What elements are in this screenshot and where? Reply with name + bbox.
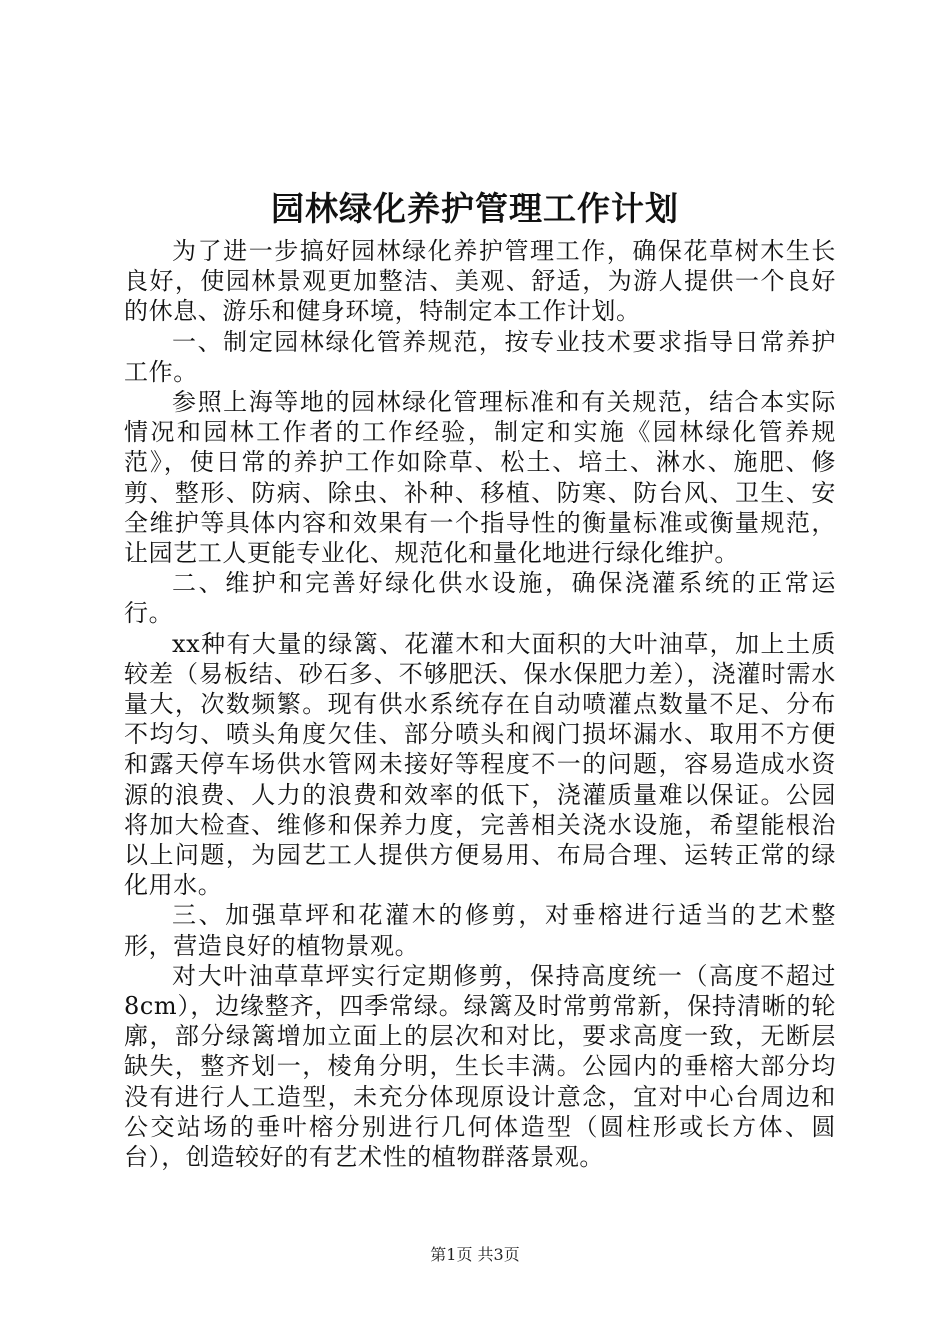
paragraph-intro: 为了进一步搞好园林绿化养护管理工作，确保花草树木生长良好，使园林景观更加整洁、美观、舒适，为游人提供一个良好的休息、游乐和健身环境，特制定本工作计划。: [124, 237, 836, 326]
section-heading-3: 三、加强草坪和花灌木的修剪，对垂榕进行适当的艺术整形，营造良好的植物景观。: [124, 901, 836, 960]
document-title: 园林绿化养护管理工作计划: [271, 189, 679, 228]
paragraph-section-2: xx种有大量的绿篱、花灌木和大面积的大叶油草，加上土质较差（易板结、砂石多、不够肥沃、保水保肥力差），浇灌时需水量大，次数频繁。现有供水系统存在自动喷灌点数量不足、分布不均匀、喷头角度欠佳、部分喷头和阀门损坏漏水、取用不方便和露天停车场供水管网未接好等程度不一的问题，容易造成水资源的浪费、人力的浪费和效率的低下，浇灌质量难以保证。公园将加大检查、维修和保养力度，完善相关浇水设施，希望能根治以上问题，为园艺工人提供方便易用、布局合理、运转正常的绿化用水。: [124, 629, 836, 900]
page-number-footer: 第1页 共3页: [430, 1245, 520, 1264]
document-body: [124, 236, 836, 1172]
section-heading-1: 一、制定园林绿化管养规范，按专业技术要求指导日常养护工作。: [124, 327, 836, 386]
section-heading-2: 二、维护和完善好绿化供水设施，确保浇灌系统的正常运行。: [124, 569, 836, 628]
paragraph-section-3: 对大叶油草草坪实行定期修剪，保持高度统一（高度不超过8cm），边缘整齐，四季常绿。绿篱及时常剪常新，保持清晰的轮廓，部分绿篱增加立面上的层次和对比，要求高度一致，无断层缺失，整齐划一，棱角分明，生长丰满。公园内的垂榕大部分均没有进行人工造型，未充分体现原设计意念，宜对中心台周边和公交站场的垂叶榕分别进行几何体造型（圆柱形或长方体、圆台），创造较好的有艺术性的植物群落景观。: [124, 961, 836, 1172]
paragraph-section-1: 参照上海等地的园林绿化管理标准和有关规范，结合本实际情况和园林工作者的工作经验，制定和实施《园林绿化管养规范》，使日常的养护工作如除草、松土、培土、淋水、施肥、修剪、整形、防病、除虫、补种、移植、防寒、防台风、卫生、安全维护等具体内容和效果有一个指导性的衡量标准或衡量规范，让园艺工人更能专业化、规范化和量化地进行绿化维护。: [124, 388, 836, 568]
